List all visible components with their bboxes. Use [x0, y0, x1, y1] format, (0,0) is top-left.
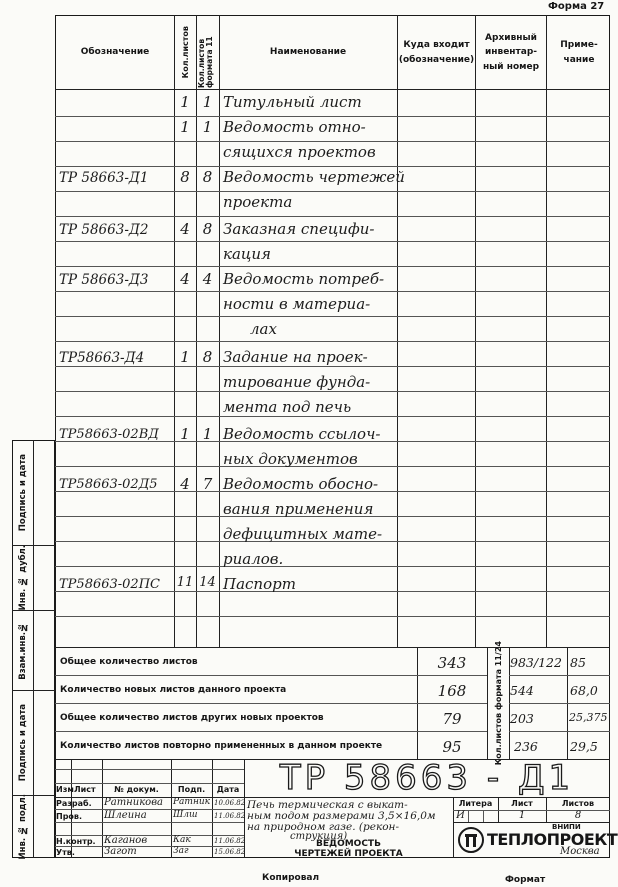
summary-extra: 544 [510, 683, 534, 698]
col-line [397, 15, 398, 647]
role-label: Н.контр. [56, 837, 96, 846]
stage-value: И [456, 810, 465, 821]
row-name-line: дефицитных мате- [223, 525, 383, 543]
staff-sign: Заг [173, 846, 189, 856]
description-line: Печь термическая с выкат- [247, 799, 408, 811]
col-header-sign: Подп. [177, 785, 206, 794]
header-note: Приме-чание [560, 40, 598, 65]
row-designation: ТР58663-02Д5 [59, 477, 158, 492]
row-designation: ТР58663-02ПС [59, 577, 160, 592]
doc-title-line: ВЕДОМОСТЬ [316, 839, 381, 849]
row-sheets: 1 [180, 93, 190, 111]
org-city: Москва [560, 846, 600, 857]
header-where-included: Куда входит (обозначение) [398, 40, 475, 65]
staff-sign: Как [173, 835, 191, 845]
header-name: Наименование [269, 47, 347, 58]
row-name-line: риалов. [223, 550, 284, 568]
header-sheets-format11: Кол.листов формата 11 [196, 35, 214, 88]
row-name-line: Ведомость ссылоч- [223, 425, 381, 443]
summary-extra: 236 [514, 739, 538, 754]
description-line: на природном газе. (рекон- [247, 821, 400, 833]
sheet-label: Лист [511, 799, 533, 808]
row-designation: ТР58663-Д4 [59, 350, 145, 366]
summary-value: 168 [437, 682, 467, 700]
row-name-line: проекта [223, 193, 293, 211]
row-sheets: 4 [180, 475, 190, 493]
col-header-date: Дата [216, 785, 240, 794]
description-line: струкция) [290, 831, 348, 842]
staff-name: Шлеина [104, 810, 147, 821]
role-label: Утв. [56, 848, 75, 857]
header-sheets-count: Кол.листов [180, 26, 190, 79]
summary-extra: 29,5 [570, 739, 598, 754]
row-name-line: Ведомость отно- [223, 118, 366, 136]
col-header-doc: № докум. [114, 785, 159, 794]
row-name-line: ных документов [223, 450, 358, 468]
summary-extra: 68,0 [570, 683, 598, 698]
sheets-total-label: Листов [561, 799, 595, 808]
row-name-line: кация [223, 245, 271, 263]
staff-name: Загот [104, 846, 137, 857]
row-sheets: 4 [180, 220, 190, 238]
margin-label: Инв. № подл. [17, 794, 28, 860]
staff-date: 10.06.82 [214, 799, 246, 807]
margin-label: Подпись и дата [17, 704, 28, 782]
summary-extra: 983/122 [510, 655, 562, 670]
role-label: Пров. [56, 812, 83, 821]
staff-name: Ратникова [104, 797, 163, 808]
summary-value: 343 [437, 654, 467, 672]
margin-label: Подпись и дата [17, 454, 28, 532]
doc-title-line: ЧЕРТЕЖЕЙ ПРОЕКТА [294, 848, 403, 859]
header-designation: Обозначение [80, 47, 150, 58]
summary-label: Количество новых листов данного проекта [60, 685, 287, 695]
sheet-value: 1 [518, 810, 526, 821]
row-format: 7 [202, 475, 213, 493]
row-name-line: Ведомость потреб- [223, 270, 385, 288]
col-header-list: Лист [74, 785, 96, 794]
row-sheets: 4 [180, 270, 190, 288]
summary-rotated-label: Кол.листов формата 11/24 [493, 640, 503, 766]
staff-date: 15.06.82 [214, 848, 246, 856]
row-sheets: 1 [180, 118, 190, 136]
summary-value: 95 [442, 738, 462, 756]
org-name: ТЕПЛОПРОЕКТ [487, 830, 618, 849]
row-name-line: тирование фунда- [223, 373, 371, 391]
row-format: 8 [202, 168, 213, 186]
row-format: 8 [202, 348, 213, 366]
row-name-line: вания применения [223, 500, 374, 518]
footer-format: Формат [505, 875, 546, 885]
description-line: ным подом размерами 3,5×16,0м [247, 810, 436, 822]
staff-date: 11.06.82 [214, 812, 246, 820]
row-name-line: Титульный лист [223, 93, 362, 111]
row-name-line: Паспорт [223, 575, 296, 593]
form-label: Форма 27 [548, 1, 605, 12]
row-format: 1 [202, 93, 213, 111]
row-format: 1 [202, 425, 213, 443]
row-name-line: ности в материа- [223, 295, 371, 313]
row-format: 1 [202, 118, 213, 136]
sheets-total-value: 8 [574, 810, 582, 821]
summary-label: Общее количество листов других новых проектов [60, 713, 324, 723]
summary-label: Общее количество листов [60, 657, 198, 667]
margin-label: Инв. № дубл. [17, 545, 28, 611]
col-header-izm: Изм [56, 785, 74, 794]
row-name-line: Ведомость обосно- [223, 475, 379, 493]
row-designation: ТР 58663-Д1 [59, 170, 149, 186]
summary-label: Количество листов повторно примененных в данном проекте [60, 741, 383, 751]
row-designation: ТР 58663-Д2 [59, 222, 149, 238]
col-line [219, 15, 220, 647]
row-designation: ТР58663-02ВД [59, 427, 159, 442]
summary-extra: 85 [570, 655, 586, 670]
footer-copied: Копировал [262, 873, 320, 883]
role-label: Разраб. [56, 799, 92, 808]
summary-extra: 25,375 [569, 711, 608, 724]
row-sheets: 11 [176, 575, 194, 590]
staff-date: 11.06.82 [214, 837, 246, 845]
staff-sign: Шлш [173, 810, 198, 820]
row-sheets: 1 [180, 348, 190, 366]
row-name-line: лах [250, 320, 277, 338]
staff-sign: Ратник [173, 797, 211, 807]
col-line [475, 15, 476, 647]
document-code: ТР 58663 - Д1 [279, 758, 575, 798]
col-line [546, 15, 547, 647]
row-format: 4 [202, 270, 213, 288]
row-format: 14 [199, 575, 216, 590]
row-name-line: Заказная специфи- [223, 220, 375, 238]
margin-label: Взам.инв.№ [17, 621, 28, 680]
staff-name: Каганов [104, 835, 148, 846]
row-designation: ТР 58663-Д3 [59, 272, 149, 288]
stage-label: Литера [458, 799, 493, 808]
row-sheets: 8 [180, 168, 190, 186]
row-sheets: 1 [180, 425, 190, 443]
row-name-line: мента под печь [223, 398, 352, 416]
org-top: ВНИПИ [552, 823, 581, 831]
header-divider [55, 89, 610, 90]
header-archive-number: Архивный инвентар-ный номер [482, 32, 540, 72]
row-name-line: Ведомость чертежей [223, 168, 405, 186]
row-name-line: Задание на проек- [223, 348, 368, 366]
org-logo-icon [458, 827, 484, 853]
summary-extra: 203 [510, 711, 534, 726]
row-format: 8 [202, 220, 213, 238]
summary-value: 79 [442, 710, 462, 728]
row-name-line: сящихся проектов [223, 143, 376, 161]
